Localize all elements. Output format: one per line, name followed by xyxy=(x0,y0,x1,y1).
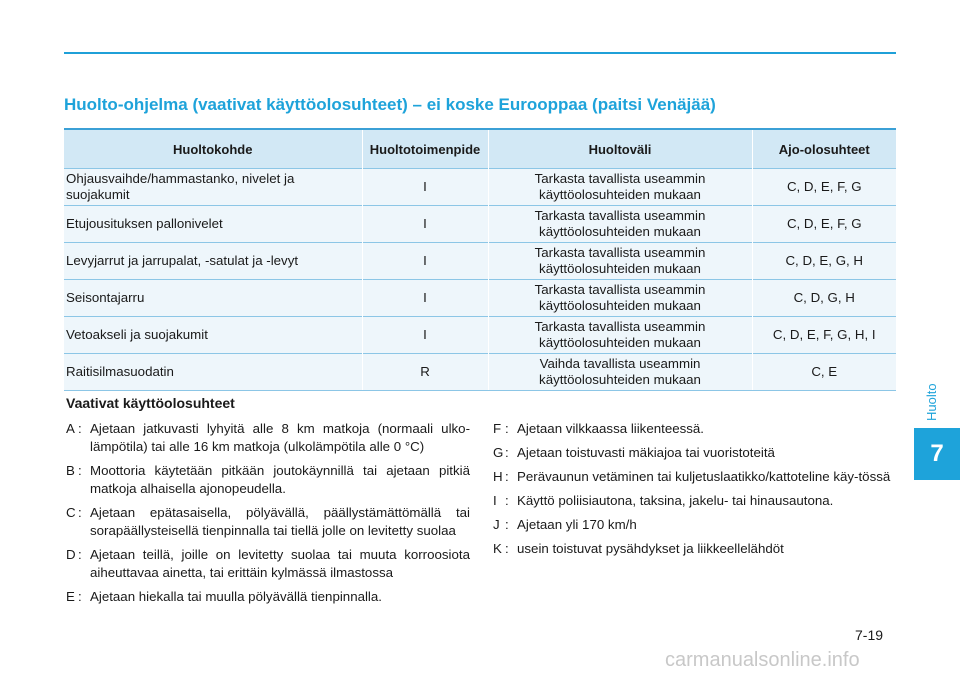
row-action: I xyxy=(362,243,488,280)
row-conditions: C, D, G, H xyxy=(752,280,896,317)
condition-text: usein toistuvat pysähdykset ja liikkeellelähdöt xyxy=(517,541,784,556)
condition-item: F : Ajetaan vilkkaassa liikenteessä. xyxy=(493,420,896,438)
row-action: I xyxy=(362,317,488,354)
chapter-tab: 7 xyxy=(914,428,960,480)
header-item: Huoltokohde xyxy=(64,129,362,169)
condition-item: G : Ajetaan toistuvasti mäkiajoa tai vuoristoteitä xyxy=(493,444,896,462)
condition-key: E xyxy=(66,589,75,604)
condition-key: A xyxy=(66,421,75,436)
condition-key: B xyxy=(66,463,75,478)
table-row xyxy=(64,206,896,243)
watermark: carmanualsonline.info xyxy=(665,649,860,671)
condition-key: K xyxy=(493,541,502,556)
condition-text: Moottoria käytetään pitkään joutokäynnillä tai ajetaan pitkiä matkoja alhaisella ajonopeudella. xyxy=(90,463,470,496)
header-action: Huoltotoimenpide xyxy=(362,129,488,169)
row-interval: Tarkasta tavallista useammin käyttöolosuhteiden mukaan xyxy=(488,243,752,280)
row-action: I xyxy=(362,280,488,317)
header-interval: Huoltoväli xyxy=(488,129,752,169)
condition-text: Ajetaan jatkuvasti lyhyitä alle 8 km matkoja (normaali ulko-lämpötila) tai alle 16 km matkoja (ulkolämpötila alle 0 °C) xyxy=(90,421,470,454)
table-header-row xyxy=(64,129,896,169)
condition-text: Ajetaan vilkkaassa liikenteessä. xyxy=(517,421,704,436)
condition-key: G xyxy=(493,445,504,460)
condition-item: C : Ajetaan epätasaisella, pölyävällä, päällystämättömällä tai sorapäällysteisellä tienpinnalla tai tiellä jolle on levitetty suolaa xyxy=(66,505,470,538)
row-conditions: C, D, E, F, G xyxy=(752,206,896,243)
condition-item: E : Ajetaan hiekalla tai muulla pölyävällä tienpinnalla. xyxy=(66,588,470,606)
table-row xyxy=(64,317,896,354)
row-item: Etujousituksen pallonivelet xyxy=(64,206,362,243)
row-item: Seisontajarru xyxy=(64,280,362,317)
condition-text: Ajetaan toistuvasti mäkiajoa tai vuoristoteitä xyxy=(517,445,775,460)
table-row xyxy=(64,243,896,280)
condition-item: B : Moottoria käytetään pitkään joutokäynnillä tai ajetaan pitkiä matkoja alhaisella ajonopeudella. xyxy=(66,463,470,496)
row-action: I xyxy=(362,169,488,206)
condition-item: A : Ajetaan jatkuvasti lyhyitä alle 8 km matkoja (normaali ulko-lämpötila) tai alle 16 km matkoja (ulkolämpötila alle 0 °C) xyxy=(66,421,470,454)
row-interval: Tarkasta tavallista useammin käyttöolosuhteiden mukaan xyxy=(488,169,752,206)
row-conditions: C, D, E, F, G xyxy=(752,169,896,206)
condition-key: C xyxy=(66,505,76,520)
row-action: R xyxy=(362,354,488,391)
chapter-side-label: Huolto xyxy=(924,383,939,421)
page-number: 7-19 xyxy=(855,627,884,643)
row-conditions: C, D, E, F, G, H, I xyxy=(752,317,896,354)
condition-key: F xyxy=(493,421,502,436)
condition-text: Ajetaan teillä, joille on levitetty suolaa tai muuta korroosiota aiheuttavaa ainetta, tai erittäin kylmässä ilmastossa xyxy=(90,547,470,580)
condition-key: H xyxy=(493,469,503,484)
condition-item: H : Perävaunun vetäminen tai kuljetuslaatikko/kattoteline käy-tössä xyxy=(493,468,896,486)
condition-item: D : Ajetaan teillä, joille on levitetty suolaa tai muuta korroosiota aiheuttavaa ainetta, tai erittäin kylmässä ilmastossa xyxy=(66,547,470,580)
row-interval: Tarkasta tavallista useammin käyttöolosuhteiden mukaan xyxy=(488,280,752,317)
condition-key: I xyxy=(493,493,497,508)
row-interval: Vaihda tavallista useammin käyttöolosuhteiden mukaan xyxy=(488,354,752,391)
row-interval: Tarkasta tavallista useammin käyttöolosuhteiden mukaan xyxy=(488,206,752,243)
condition-key: D xyxy=(66,547,76,562)
page-title: Huolto-ohjelma (vaativat käyttöolosuhteet) – ei koske Eurooppaa (paitsi Venäjää) xyxy=(64,95,716,114)
row-conditions: C, D, E, G, H xyxy=(752,243,896,280)
table-row xyxy=(64,280,896,317)
table-row xyxy=(64,169,896,206)
condition-text: Ajetaan hiekalla tai muulla pölyävällä tienpinnalla. xyxy=(90,589,382,604)
table-row xyxy=(64,354,896,391)
row-item: Vetoakseli ja suojakumit xyxy=(64,317,362,354)
condition-key: J xyxy=(493,517,500,532)
condition-item: J : Ajetaan yli 170 km/h xyxy=(493,516,896,534)
header-conditions: Ajo-olosuhteet xyxy=(752,129,896,169)
maintenance-schedule-table xyxy=(64,128,896,391)
row-action: I xyxy=(362,206,488,243)
conditions-heading: Vaativat käyttöolosuhteet xyxy=(66,395,235,411)
row-item: Raitisilmasuodatin xyxy=(64,354,362,391)
condition-text: Ajetaan epätasaisella, pölyävällä, päällystämättömällä tai sorapäällysteisellä tienpinnalla tai tiellä jolle on levitetty suolaa xyxy=(90,505,470,538)
top-rule xyxy=(64,52,896,54)
row-conditions: C, E xyxy=(752,354,896,391)
condition-text: Ajetaan yli 170 km/h xyxy=(517,517,637,532)
condition-item: I : Käyttö poliisiautona, taksina, jakelu- tai hinausautona. xyxy=(493,492,896,510)
row-interval: Tarkasta tavallista useammin käyttöolosuhteiden mukaan xyxy=(488,317,752,354)
condition-item: K : usein toistuvat pysähdykset ja liikkeellelähdöt xyxy=(493,540,896,558)
condition-text: Perävaunun vetäminen tai kuljetuslaatikko/kattoteline käy-tössä xyxy=(517,469,891,484)
condition-text: Käyttö poliisiautona, taksina, jakelu- tai hinausautona. xyxy=(517,493,834,508)
row-item: Ohjausvaihde/hammastanko, nivelet ja suojakumit xyxy=(64,169,362,206)
conditions-list-right xyxy=(493,420,896,564)
conditions-list-left xyxy=(66,420,470,612)
row-item: Levyjarrut ja jarrupalat, -satulat ja -levyt xyxy=(64,243,362,280)
